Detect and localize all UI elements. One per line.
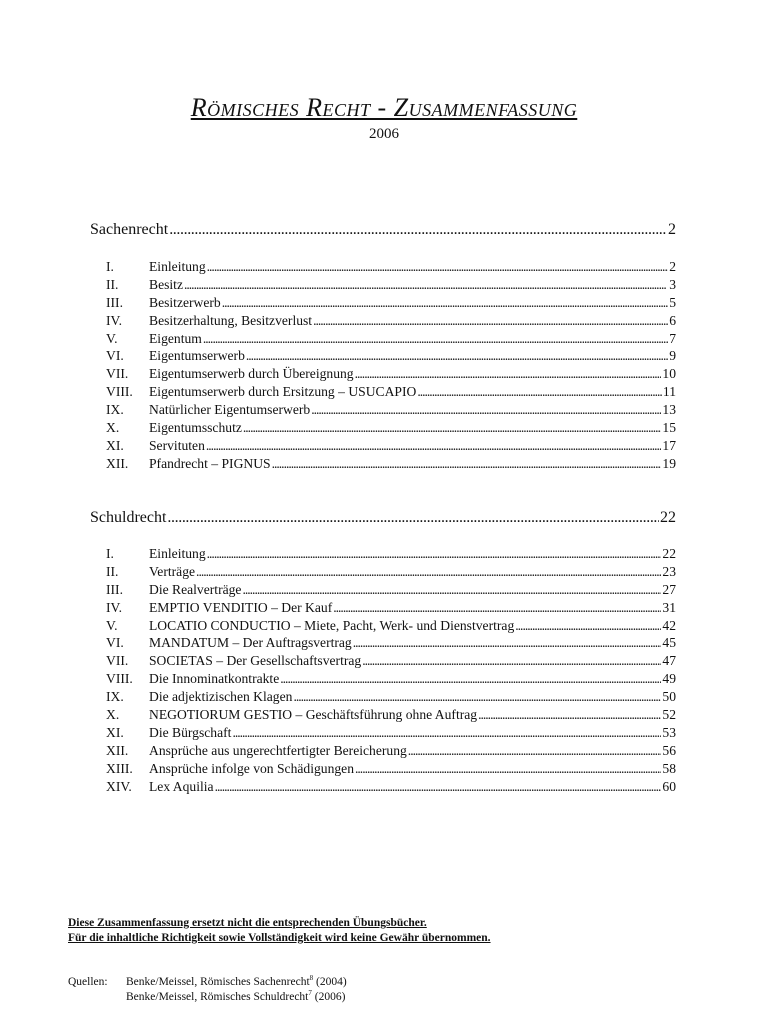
toc-leader-dots: [515, 617, 661, 635]
toc-section-label: Sachenrecht: [90, 221, 169, 238]
toc-leader-dots: [167, 509, 659, 527]
toc-entry[interactable]: [106, 437, 676, 455]
toc-entry-number: IX.: [106, 689, 124, 705]
toc-entry-title: Besitz: [149, 276, 183, 292]
source-edition: 7: [308, 989, 312, 998]
toc-leader-dots: [222, 294, 668, 312]
disclaimer-line: Für die inhaltliche Richtigkeit sowie Vollständigkeit wird keine Gewähr übernommen.: [68, 932, 491, 944]
toc-entry-number: V.: [106, 617, 118, 633]
toc-entry-number: II.: [106, 276, 119, 292]
toc-entry-page: 31: [662, 599, 676, 615]
toc-entry[interactable]: [106, 365, 676, 383]
toc-entry-number: XIII.: [106, 760, 133, 776]
toc-entry-number: XII.: [106, 455, 129, 471]
source-title: Benke/Meissel, Römisches Schuldrecht: [126, 991, 309, 1003]
toc-entry[interactable]: [106, 276, 676, 294]
toc-leader-dots: [417, 383, 662, 401]
toc-entry[interactable]: [106, 670, 676, 688]
toc-entry[interactable]: [106, 401, 676, 419]
toc-entry[interactable]: [106, 312, 676, 330]
toc-entry-number: X.: [106, 707, 120, 723]
toc-list-schuldrecht: [106, 545, 676, 795]
toc-leader-dots: [280, 670, 661, 688]
toc-entry-title: Pfandrecht – PIGNUS: [149, 455, 271, 471]
toc-entry-page: 11: [662, 384, 676, 400]
sources-list: [126, 975, 347, 1005]
toc-entry-title: Besitzerwerb: [149, 294, 221, 310]
toc-entry-title: Die adjektizischen Klagen: [149, 689, 293, 705]
toc-entry-number: I.: [106, 259, 114, 274]
toc-leader-dots: [169, 221, 667, 239]
toc-entry-number: VIII.: [106, 384, 133, 400]
toc-entry-page: 52: [662, 707, 676, 723]
toc-entry-title: Einleitung: [149, 546, 206, 561]
toc-entry-page: 7: [669, 330, 676, 346]
toc-entry-page: 10: [662, 366, 676, 382]
toc-entry[interactable]: [106, 563, 676, 581]
toc-entry-number: XIV.: [106, 778, 132, 794]
toc-entry-title: Eigentumserwerb: [149, 348, 245, 364]
toc-entry-title: Besitzerhaltung, Besitzverlust: [149, 312, 313, 328]
toc-entry[interactable]: [106, 778, 676, 796]
toc-entry-number: III.: [106, 294, 123, 310]
toc-entry[interactable]: [106, 294, 676, 312]
toc-entry[interactable]: [106, 724, 676, 742]
toc-entry-page: 42: [662, 617, 676, 633]
toc-entry-number: II.: [106, 563, 119, 579]
source-edition: 8: [309, 974, 314, 983]
toc-entry-page: 22: [662, 546, 676, 561]
toc-leader-dots: [353, 634, 662, 652]
toc-entry-title: Servituten: [149, 437, 205, 453]
toc-list-sachenrecht: [106, 258, 676, 473]
disclaimer-line: Diese Zusammenfassung ersetzt nicht die entsprechenden Übungsbücher.: [68, 917, 427, 929]
toc-entry-page: 49: [662, 671, 676, 687]
toc-entry-number: VII.: [106, 366, 129, 382]
toc-entry[interactable]: [106, 545, 676, 563]
toc-entry-title: Natürlicher Eigentumserwerb: [149, 402, 311, 418]
toc-entry[interactable]: [106, 706, 676, 724]
toc-entry-title: Einleitung: [149, 259, 206, 274]
toc-entry-page: 2: [669, 259, 676, 274]
toc-leader-dots: [478, 706, 661, 724]
toc-entry-page: 47: [662, 653, 676, 669]
toc-entry-page: 3: [669, 276, 676, 292]
toc-section-heading-sachenrecht[interactable]: [90, 221, 676, 239]
toc-entry-page: 60: [662, 778, 676, 794]
toc-entry-page: 19: [662, 455, 676, 471]
document-title: Römisches Recht - Zusammenfassung: [190, 93, 578, 122]
toc-leader-dots: [232, 724, 661, 742]
toc-entry[interactable]: [106, 347, 676, 365]
document-year: 2006: [369, 126, 399, 142]
sources-label: Quellen:: [68, 976, 108, 988]
source-title: Benke/Meissel, Römisches Sachenrecht: [126, 976, 310, 988]
toc-leader-dots: [272, 455, 662, 473]
toc-entry[interactable]: [106, 258, 676, 276]
toc-entry[interactable]: [106, 383, 676, 401]
toc-leader-dots: [184, 276, 668, 294]
toc-entry[interactable]: [106, 688, 676, 706]
toc-section-heading-schuldrecht[interactable]: [90, 509, 676, 527]
toc-section-page: 2: [668, 221, 676, 238]
toc-entry[interactable]: [106, 599, 676, 617]
toc-leader-dots: [207, 258, 669, 276]
toc-entry-number: VI.: [106, 635, 124, 651]
toc-entry-page: 56: [662, 742, 676, 758]
source-year: (2004): [313, 976, 347, 988]
source-item: [126, 975, 347, 990]
toc-entry-title: Ansprüche infolge von Schädigungen: [149, 760, 354, 776]
toc-entry-number: VI.: [106, 348, 124, 364]
toc-entry-number: VII.: [106, 653, 129, 669]
toc-entry-title: Eigentumsschutz: [149, 420, 242, 436]
toc-entry[interactable]: [106, 330, 676, 348]
toc-entry-page: 53: [662, 724, 676, 740]
toc-entry-title: Die Realverträge: [149, 581, 242, 597]
toc-entry-number: V.: [106, 330, 118, 346]
toc-leader-dots: [207, 545, 662, 563]
toc-entry[interactable]: [106, 760, 676, 778]
toc-entry-title: Die Innominatkontrakte: [149, 671, 280, 687]
toc-leader-dots: [293, 688, 661, 706]
toc-entry[interactable]: [106, 419, 676, 437]
toc-entry[interactable]: [106, 652, 676, 670]
toc-entry-page: 45: [662, 635, 676, 651]
source-item: [126, 990, 347, 1005]
toc-entry-number: IX.: [106, 402, 124, 418]
toc-entry-title: Eigentum: [149, 330, 202, 346]
toc-entry-title: MANDATUM – Der Auftragsvertrag: [149, 635, 352, 651]
toc-leader-dots: [243, 419, 662, 437]
toc-entry-number: I.: [106, 546, 114, 561]
toc-leader-dots: [215, 778, 662, 796]
source-year: (2006): [311, 991, 346, 1003]
toc-entry-title: EMPTIO VENDITIO – Der Kauf: [149, 599, 333, 615]
toc-section-page: 22: [660, 509, 676, 526]
toc-entry-number: XI.: [106, 437, 124, 453]
toc-entry-number: VIII.: [106, 671, 133, 687]
toc-entry-number: XII.: [106, 742, 129, 758]
toc-leader-dots: [196, 563, 661, 581]
toc-leader-dots: [203, 330, 668, 348]
toc-entry-page: 6: [669, 312, 676, 328]
toc-leader-dots: [333, 599, 661, 617]
toc-leader-dots: [242, 581, 661, 599]
toc-entry-title: Eigentumserwerb durch Übereignung: [149, 366, 354, 382]
toc-entry-page: 9: [669, 348, 676, 364]
toc-leader-dots: [246, 347, 668, 365]
toc-entry-page: 23: [662, 563, 676, 579]
toc-entry-title: SOCIETAS – Der Gesellschaftsvertrag: [149, 653, 362, 669]
toc-leader-dots: [355, 365, 662, 383]
toc-entry-page: 17: [662, 437, 676, 453]
toc-entry[interactable]: [106, 581, 676, 599]
toc-entry-page: 5: [669, 294, 676, 310]
toc-entry-page: 50: [662, 689, 676, 705]
toc-entry-number: III.: [106, 581, 123, 597]
toc-entry-page: 15: [662, 420, 676, 436]
toc-section-label: Schuldrecht: [90, 509, 167, 526]
toc-leader-dots: [206, 437, 662, 455]
toc-entry[interactable]: [106, 455, 676, 473]
toc-entry-number: X.: [106, 420, 120, 436]
disclaimer: [68, 916, 708, 946]
toc-entry[interactable]: [106, 742, 676, 760]
toc-entry[interactable]: [106, 617, 676, 635]
toc-entry-page: 58: [662, 760, 676, 776]
toc-leader-dots: [311, 401, 661, 419]
toc-leader-dots: [408, 742, 662, 760]
toc-entry-title: Eigentumserwerb durch Ersitzung – USUCAPIO: [149, 384, 417, 400]
toc-entry-page: 27: [662, 581, 676, 597]
toc-entry-title: Ansprüche aus ungerechtfertigter Bereicherung: [149, 742, 407, 758]
toc-entry-title: NEGOTIORUM GESTIO – Geschäftsführung ohne Auftrag: [149, 707, 478, 723]
toc-entry[interactable]: [106, 634, 676, 652]
toc-entry-page: 13: [662, 402, 676, 418]
toc-entry-number: IV.: [106, 599, 122, 615]
toc-entry-number: IV.: [106, 312, 122, 328]
toc-entry-number: XI.: [106, 724, 124, 740]
toc-entry-title: Lex Aquilia: [149, 778, 214, 794]
toc-entry-title: LOCATIO CONDUCTIO – Miete, Pacht, Werk- und Dienstvertrag: [149, 617, 515, 633]
toc-leader-dots: [362, 652, 661, 670]
toc-leader-dots: [355, 760, 661, 778]
toc-leader-dots: [313, 312, 668, 330]
toc-entry-title: Verträge: [149, 563, 196, 579]
toc-entry-title: Die Bürgschaft: [149, 724, 232, 740]
